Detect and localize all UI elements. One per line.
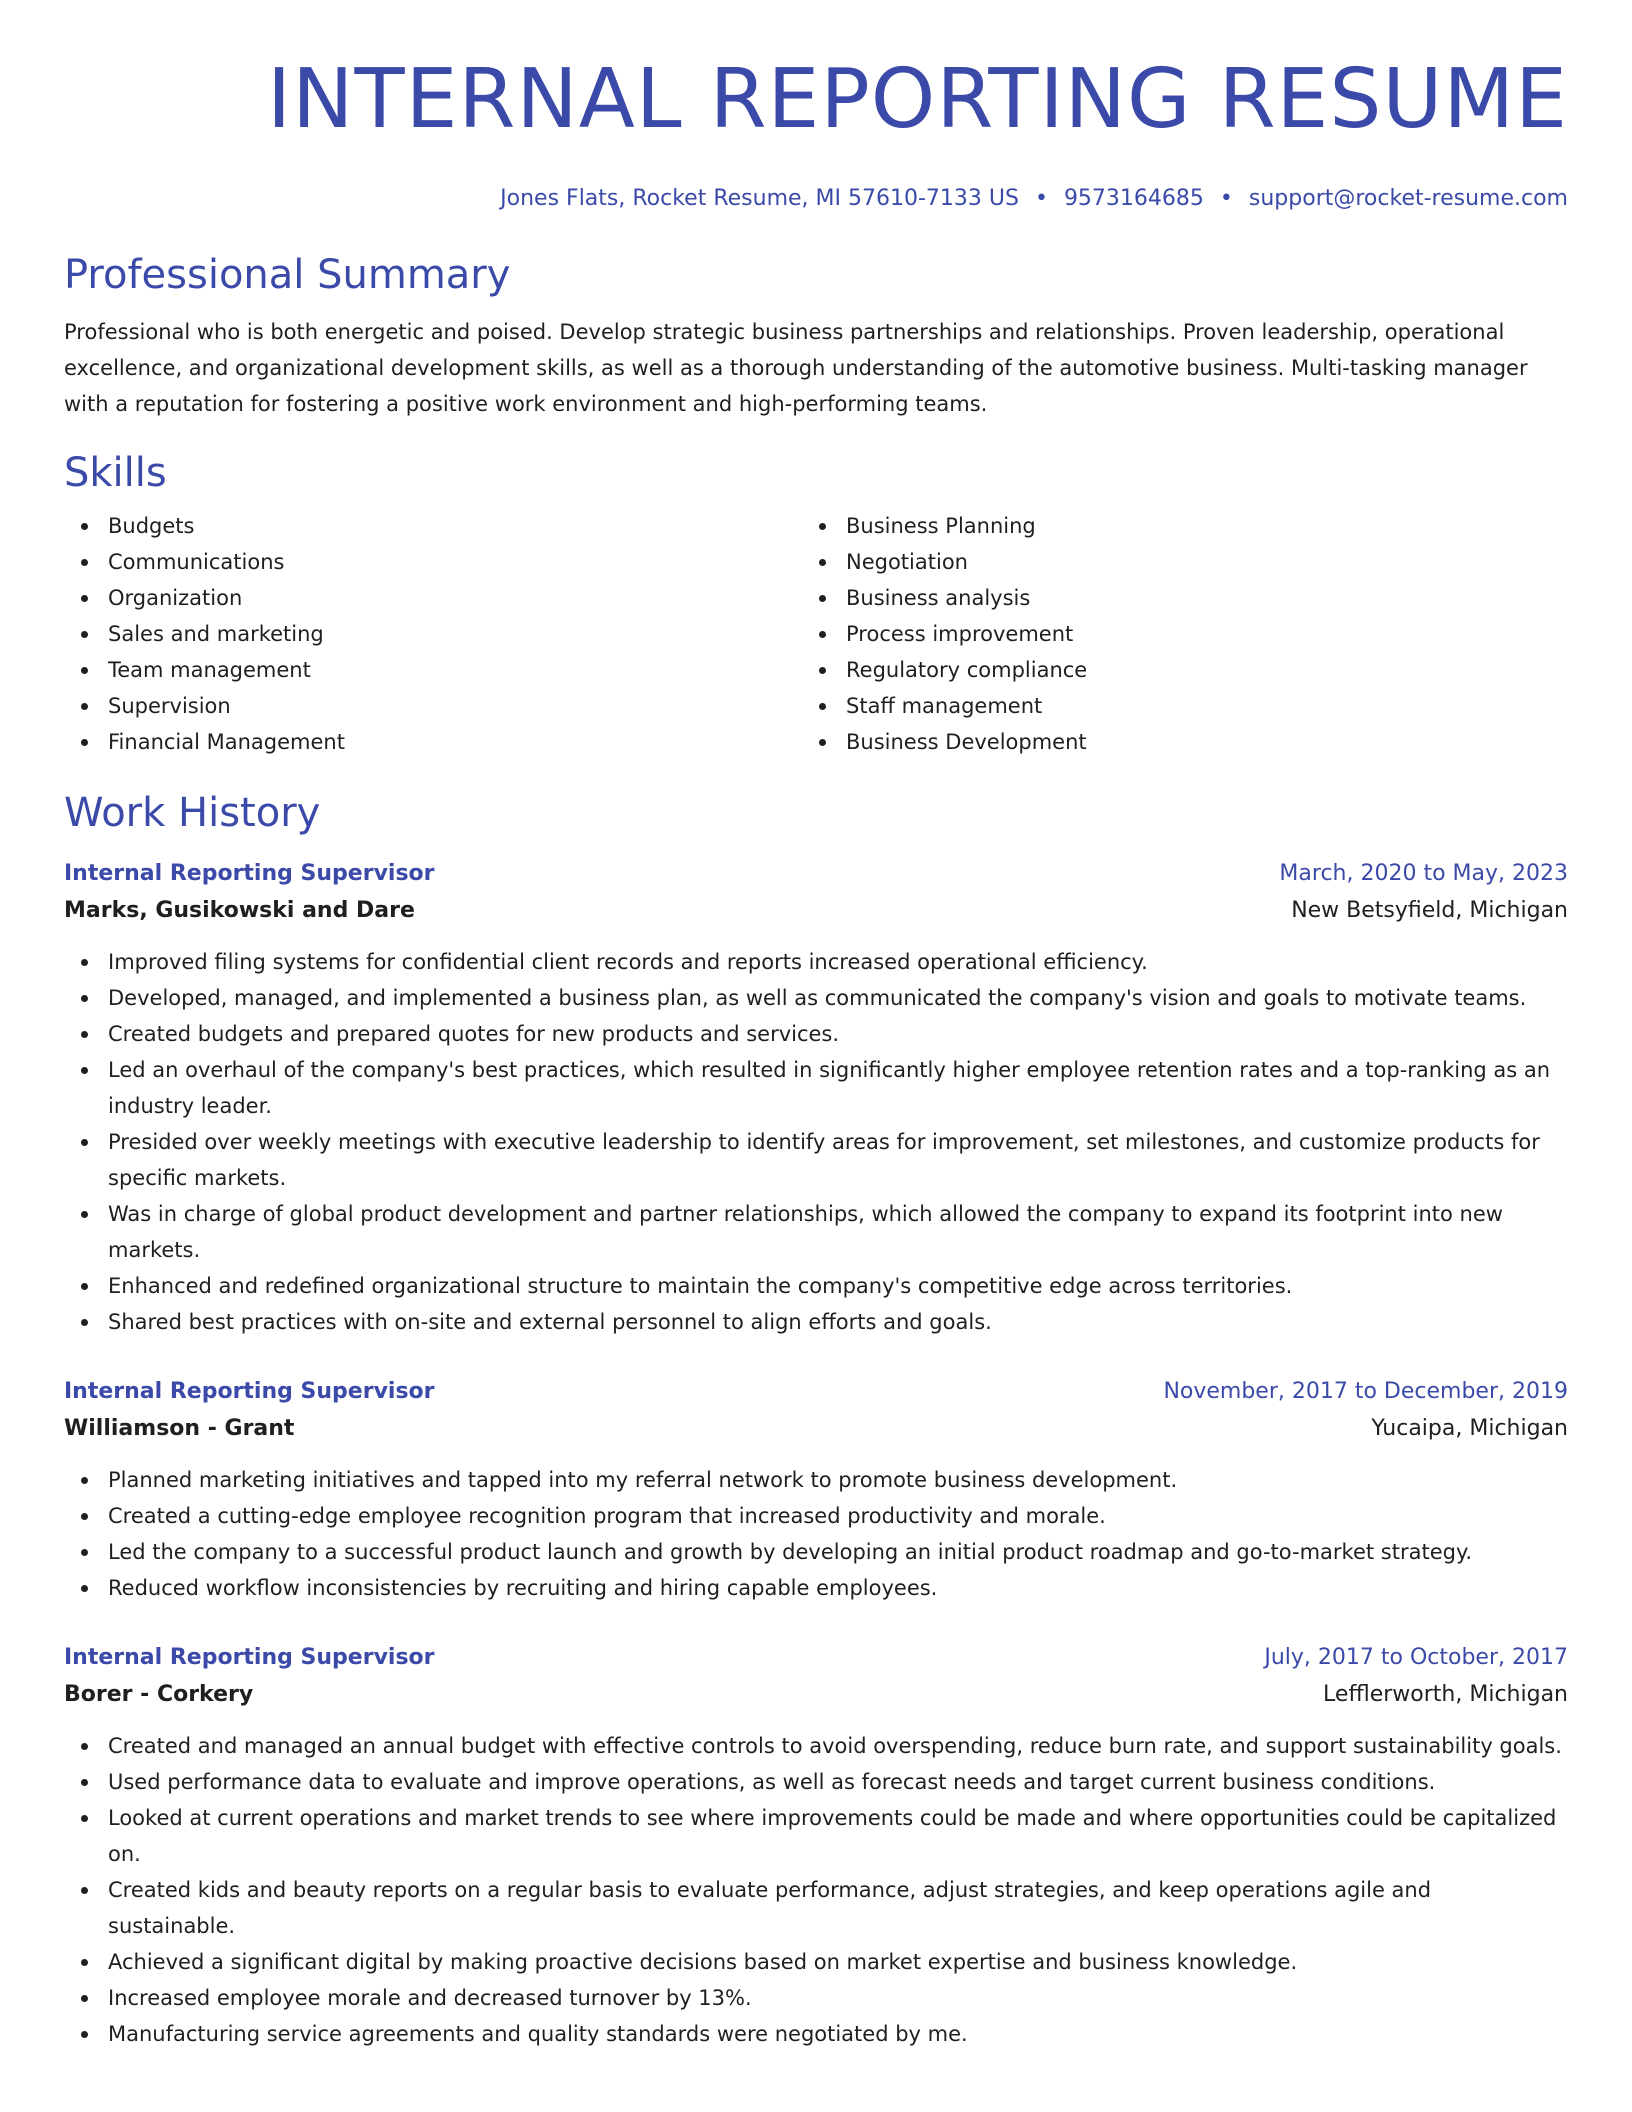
- job-bullet: Was in charge of global product development and partner relationships, which allowed the company to expand its footprint into new markets.: [64, 1196, 1568, 1268]
- job-title: Internal Reporting Supervisor: [64, 1645, 435, 1670]
- job-company: Williamson - Grant: [64, 1416, 295, 1441]
- job-bullet: Looked at current operations and market trends to see where improvements could be made and where opportunities could be capitalized on.: [64, 1800, 1568, 1872]
- job-bullets: [64, 1462, 1568, 1606]
- skill-item: Process improvement: [802, 616, 1540, 652]
- skill-item: Financial Management: [64, 724, 802, 760]
- job-bullet: Used performance data to evaluate and improve operations, as well as forecast needs and target current business conditions.: [64, 1764, 1568, 1800]
- job-bullet: Created budgets and prepared quotes for new products and services.: [64, 1016, 1568, 1052]
- contact-separator: •: [1034, 186, 1048, 211]
- job-bullet: Developed, managed, and implemented a business plan, as well as communicated the company's vision and goals to motivate teams.: [64, 980, 1568, 1016]
- contact-address: Jones Flats, Rocket Resume, MI 57610-7133 US: [500, 186, 1019, 211]
- job-bullet: Created a cutting-edge employee recognition program that increased productivity and morale.: [64, 1498, 1568, 1534]
- summary-heading: Professional Summary: [64, 252, 511, 298]
- skills-column-right: [802, 508, 1540, 760]
- skill-item: Supervision: [64, 688, 802, 724]
- job-bullet: Increased employee morale and decreased turnover by 13%.: [64, 1980, 1568, 2016]
- job-location: Yucaipa, Michigan: [1371, 1416, 1568, 1441]
- job-bullet: Improved filing systems for confidential client records and reports increased operational efficiency.: [64, 944, 1568, 980]
- skill-item: Organization: [64, 580, 802, 616]
- job-bullet: Shared best practices with on-site and external personnel to align efforts and goals.: [64, 1304, 1568, 1340]
- job-location: New Betsyfield, Michigan: [1291, 898, 1568, 923]
- skill-item: Regulatory compliance: [802, 652, 1540, 688]
- job-entry: [64, 856, 1568, 1340]
- skills-heading: Skills: [64, 450, 167, 496]
- skill-item: Business Planning: [802, 508, 1540, 544]
- job-bullet: Led an overhaul of the company's best practices, which resulted in significantly higher employee retention rates and a top-ranking as an industry leader.: [64, 1052, 1568, 1124]
- job-bullet: Enhanced and redefined organizational structure to maintain the company's competitive edge across territories.: [64, 1268, 1568, 1304]
- work-history-heading: Work History: [64, 790, 321, 836]
- skill-item: Business analysis: [802, 580, 1540, 616]
- job-bullets: [64, 1728, 1568, 2052]
- job-bullet: Reduced workflow inconsistencies by recruiting and hiring capable employees.: [64, 1570, 1568, 1606]
- skill-item: Negotiation: [802, 544, 1540, 580]
- skill-item: Budgets: [64, 508, 802, 544]
- skill-item: Team management: [64, 652, 802, 688]
- job-bullet: Presided over weekly meetings with executive leadership to identify areas for improvement, set milestones, and customize products for specific markets.: [64, 1124, 1568, 1196]
- contact-email: support@rocket-resume.com: [1248, 186, 1568, 211]
- job-dates: March, 2020 to May, 2023: [1279, 861, 1568, 886]
- job-title: Internal Reporting Supervisor: [64, 861, 435, 886]
- job-bullet: Manufacturing service agreements and quality standards were negotiated by me.: [64, 2016, 1568, 2052]
- job-bullet: Achieved a significant digital by making proactive decisions based on market expertise and business knowledge.: [64, 1944, 1568, 1980]
- skill-item: Sales and marketing: [64, 616, 802, 652]
- contact-line: [64, 184, 1568, 214]
- skill-item: Staff management: [802, 688, 1540, 724]
- job-bullet: Planned marketing initiatives and tapped into my referral network to promote business development.: [64, 1462, 1568, 1498]
- job-entry: [64, 1640, 1568, 2052]
- skill-item: Communications: [64, 544, 802, 580]
- job-company: Borer - Corkery: [64, 1682, 254, 1707]
- contact-phone: 9573164685: [1063, 186, 1204, 211]
- skills-list: [64, 508, 1568, 760]
- summary-text: Professional who is both energetic and poised. Develop strategic business partnerships and relationships. Proven leadership, operational excellence, and organizational development skills, as well as a thorough understanding of the automotive business. Multi-tasking manager with a reputation for fostering a positive work environment and high-performing teams.: [64, 320, 1528, 416]
- skills-column-left: [64, 508, 802, 760]
- job-company: Marks, Gusikowski and Dare: [64, 898, 415, 923]
- job-dates: November, 2017 to December, 2019: [1163, 1379, 1568, 1404]
- job-entry: [64, 1374, 1568, 1606]
- job-dates: July, 2017 to October, 2017: [1264, 1645, 1568, 1670]
- job-bullet: Created and managed an annual budget with effective controls to avoid overspending, reduce burn rate, and support sustainability goals.: [64, 1728, 1568, 1764]
- job-bullet: Led the company to a successful product launch and growth by developing an initial product roadmap and go-to-market strategy.: [64, 1534, 1568, 1570]
- resume-header: [64, 0, 1568, 214]
- contact-separator: •: [1219, 186, 1233, 211]
- skill-item: Business Development: [802, 724, 1540, 760]
- job-bullet: Created kids and beauty reports on a regular basis to evaluate performance, adjust strategies, and keep operations agile and sustainable.: [64, 1872, 1568, 1944]
- job-bullets: [64, 944, 1568, 1340]
- job-title: Internal Reporting Supervisor: [64, 1379, 435, 1404]
- resume-name: INTERNAL REPORTING RESUME: [266, 52, 1568, 147]
- job-location: Lefflerworth, Michigan: [1323, 1682, 1568, 1707]
